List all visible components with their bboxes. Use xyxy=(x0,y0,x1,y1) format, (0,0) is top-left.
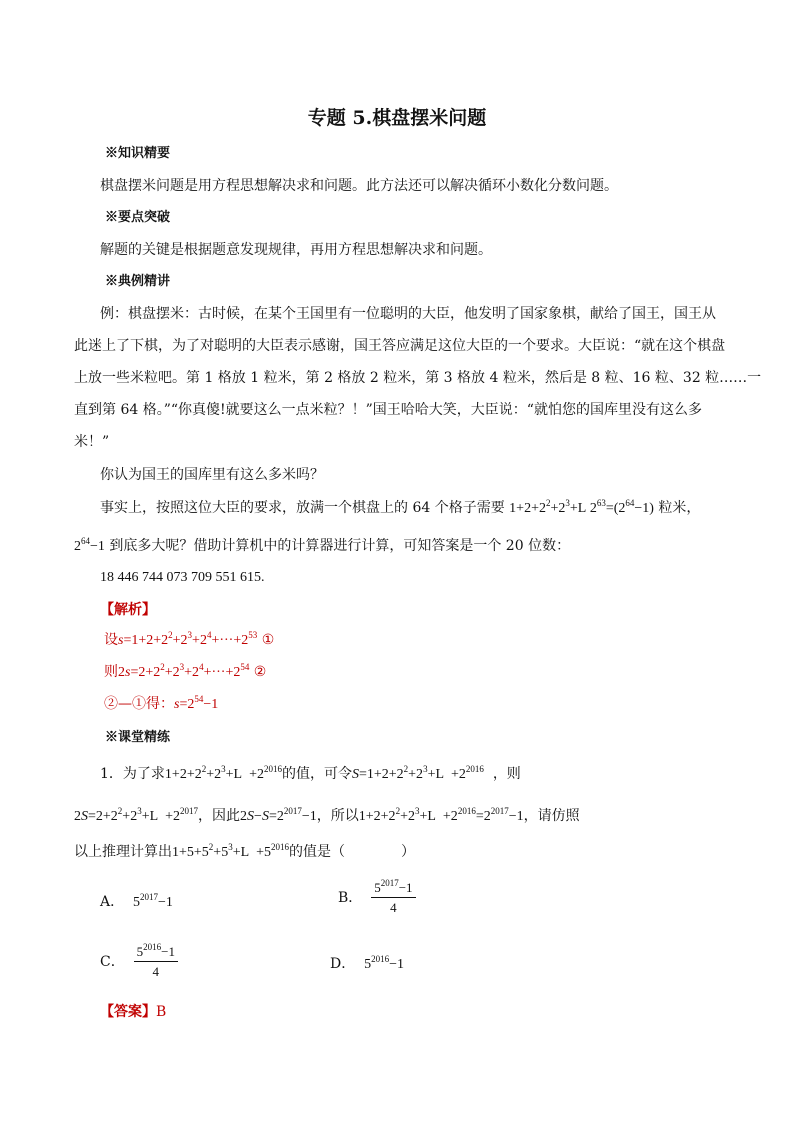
option-d-label: D． xyxy=(330,956,356,972)
q1-imitate: ，请仿照 xyxy=(523,808,580,824)
analysis-label: 【解析】 xyxy=(100,602,156,618)
s-formula: $s=1+2+2^2+2^3+2^4+\cdot\cdot\cdot+2^{53}$ xyxy=(118,630,258,648)
analysis-2-prefix: 则 xyxy=(104,664,118,680)
practice-heading: ※课堂精练 xyxy=(105,730,171,745)
option-c-label: C． xyxy=(100,954,125,970)
big-number: 18 446 744 073 709 551 615. xyxy=(100,570,265,585)
knowledge-text: 棋盘摆米问题是用方程思想解决求和问题。此方法还可以解决循环小数化分数问题。 xyxy=(100,178,618,194)
q1-tail: ，则 xyxy=(492,766,521,782)
example-big-line xyxy=(74,536,570,557)
big-text: 到底多大呢？借助计算机中的计算器进行计算，可知答案是一个 20 位数： xyxy=(109,538,571,554)
q1-identity-formula: $1+2+2^2+2^3+L +2^{2016}=2^{2017}-1$ xyxy=(358,806,524,824)
option-a[interactable] xyxy=(100,892,173,913)
power-formula: $2^{64}-1$ xyxy=(74,536,105,554)
analysis-line-2 xyxy=(104,662,266,683)
q1-blank: 的值是（ ） xyxy=(289,844,416,860)
option-a-value: $5^{2017}-1$ xyxy=(133,892,173,910)
q1-diff-formula: $2S-S=2^{2017}-1$ xyxy=(240,806,317,824)
q1-target-formula: $1+5+5^2+5^3+L +5^{2016}$ xyxy=(172,842,290,860)
page-title: 专题 5.棋盘摆米问题 xyxy=(307,107,487,129)
keypoint-heading: ※要点突破 xyxy=(105,210,171,225)
answer-line xyxy=(100,1002,166,1022)
knowledge-heading: ※知识精要 xyxy=(105,146,171,161)
question-1-line-1 xyxy=(100,764,521,785)
analysis-1-prefix: 设 xyxy=(104,632,118,648)
sum-formula: $1+2+2^2+2^3+L$ $2^{63}=(2^{64}-1)$ xyxy=(509,498,654,516)
example-question: 你认为国王的国库里有这么多米吗？ xyxy=(100,467,324,483)
2s-formula: $2s=2+2^2+2^3+2^4+\cdot\cdot\cdot+2^{54}$ xyxy=(118,662,250,680)
fact-text: 事实上，按照这位大臣的要求，放满一个棋盘上的 64 个格子需要 xyxy=(100,500,505,516)
q1-s-formula: $S=1+2+2^2+2^3+L +2^{2016}$ xyxy=(351,764,484,782)
option-c-value: $\frac{5^{2016}-1}{4}$ xyxy=(134,944,178,980)
option-c[interactable] xyxy=(100,944,178,980)
q1-so: ，所以 xyxy=(316,808,359,824)
analysis-3-prefix: ②—①得： xyxy=(104,696,174,712)
question-1-line-2 xyxy=(74,806,580,827)
q1-2s-formula: $2S=2+2^2+2^3+L +2^{2017}$ xyxy=(74,806,199,824)
question-1-line-3 xyxy=(74,842,415,863)
answer-value: B xyxy=(156,1004,167,1020)
option-d[interactable] xyxy=(330,954,404,975)
q1-compute: 以上推理计算出 xyxy=(74,844,172,860)
option-b-value: $\frac{5^{2017}-1}{4}$ xyxy=(371,880,415,916)
example-line-4: 直到第 64 格。”“你真傻!就要这么一点米粒？！”国王哈哈大笑，大臣说：“就怕您的国库里没有这么多 xyxy=(74,402,702,418)
answer-label: 【答案】 xyxy=(100,1004,156,1020)
q1-prefix: 1．为了求 xyxy=(100,766,165,782)
q1-therefore: ，因此 xyxy=(198,808,241,824)
keypoint-text: 解题的关键是根据题意发现规律，再用方程思想解决求和问题。 xyxy=(100,242,492,258)
option-b[interactable] xyxy=(338,880,416,916)
analysis-line-1 xyxy=(104,630,274,651)
option-b-label: B． xyxy=(338,890,363,906)
example-fact-line xyxy=(100,498,700,519)
option-a-label: A． xyxy=(100,894,125,910)
q1-mid: 的值，可令 xyxy=(281,766,352,782)
example-line-2: 此迷上了下棋，为了对聪明的大臣表示感谢，国王答应满足这位大臣的一个要求。大臣说：“就在这个棋盘 xyxy=(74,338,726,354)
example-line-3: 上放一些米粒吧。第 1 格放 1 粒米，第 2 格放 2 粒米，第 3 格放 4 粒米，然后是 8 粒、16 粒、32 粒……一 xyxy=(74,370,762,386)
analysis-line-3 xyxy=(104,694,218,715)
fact-tail: 粒米， xyxy=(658,500,701,516)
example-line-5: 米！” xyxy=(74,434,110,450)
result-formula: $s=2^{54}-1$ xyxy=(174,694,219,712)
option-d-value: $5^{2016}-1$ xyxy=(364,954,405,972)
eq-mark-1: ① xyxy=(261,632,275,648)
eq-mark-2: ② xyxy=(253,664,267,680)
example-line-1: 例：棋盘摆米：古时候，在某个王国里有一位聪明的大臣，他发明了国家象棋，献给了国王，国王从 xyxy=(100,306,716,322)
q1-sum-formula: $1+2+2^2+2^3+L +2^{2016}$ xyxy=(164,764,282,782)
example-heading: ※典例精讲 xyxy=(105,274,171,289)
